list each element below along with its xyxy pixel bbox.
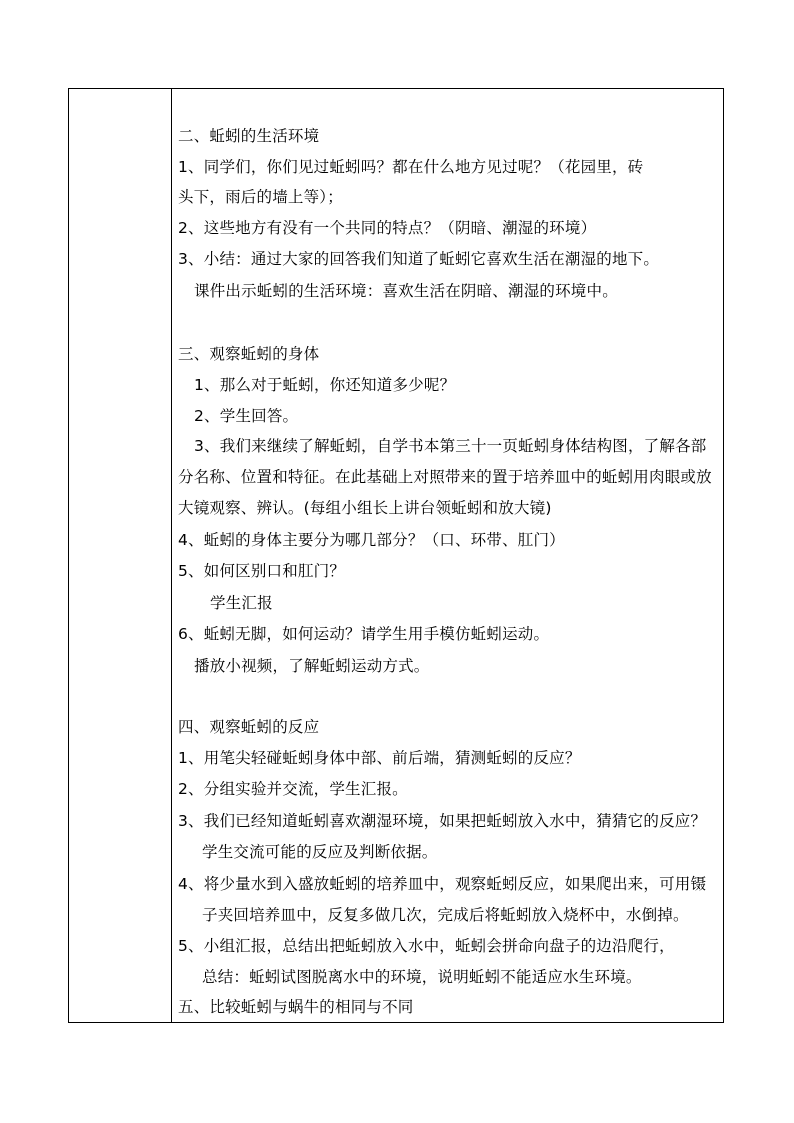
text-line: 2、这些地方有没有一个共同的特点？（阴暗、潮湿的环境）: [178, 219, 597, 237]
text-line: 总结：蚯蚓试图脱离水中的环境，说明蚯蚓不能适应水生环境。: [202, 968, 642, 986]
text-line: 4、蚯蚓的身体主要分为哪几部分？（口、环带、肛门）: [178, 531, 565, 549]
lesson-table: [68, 88, 724, 1023]
text-line: 4、将少量水到入盛放蚯蚓的培养皿中，观察蚯蚓反应，如果爬出来，可用镊: [178, 875, 707, 893]
text-line: 6、蚯蚓无脚，如何运动？请学生用手模仿蚯蚓运动。: [178, 625, 550, 643]
text-line: 播放小视频，了解蚯蚓运动方式。: [194, 657, 430, 675]
text-line: 5、如何区别口和肛门？: [178, 562, 346, 580]
text-line: 2、学生回答。: [194, 407, 299, 425]
text-line: 学生交流可能的反应及判断依据。: [202, 843, 438, 861]
text-line: 子夹回培养皿中，反复多做几次，完成后将蚯蚓放入烧杯中，水倒掉。: [202, 906, 689, 924]
left-column-cell: [69, 89, 172, 1022]
text-line: 2、分组实验并交流，学生汇报。: [178, 780, 408, 798]
text-line: 分名称、位置和特征。在此基础上对照带来的置于培养皿中的蚯蚓用肉眼或放: [178, 468, 712, 486]
section-heading-4: 四、观察蚯蚓的反应: [178, 718, 320, 736]
section-heading-3: 三、观察蚯蚓的身体: [178, 345, 320, 363]
text-line: 大镜观察、辨认。(每组小组长上讲台领蚯蚓和放大镜): [178, 499, 552, 517]
text-line: 1、那么对于蚯蚓，你还知道多少呢？: [194, 376, 456, 394]
text-line: 3、我们已经知道蚯蚓喜欢潮湿环境，如果把蚯蚓放入水中，猜猜它的反应？: [178, 812, 707, 830]
text-line: 3、我们来继续了解蚯蚓，自学书本第三十一页蚯蚓身体结构图，了解各部: [194, 437, 707, 455]
text-line: 3、小结：通过大家的回答我们知道了蚯蚓它喜欢生活在潮湿的地下。: [178, 250, 660, 268]
text-line: 1、同学们，你们见过蚯蚓吗？都在什么地方见过呢？（花园里，砖: [178, 158, 644, 176]
text-line: 头下，雨后的墙上等）；: [178, 188, 343, 206]
section-heading-5: 五、比较蚯蚓与蜗牛的相同与不同: [178, 998, 414, 1016]
section-heading-2: 二、蚯蚓的生活环境: [178, 127, 320, 145]
text-line: 5、小组汇报，总结出把蚯蚓放入水中，蚯蚓会拼命向盘子的边沿爬行，: [178, 937, 675, 955]
text-line: 1、用笔尖轻碰蚯蚓身体中部、前后端，猜测蚯蚓的反应？: [178, 749, 581, 767]
text-line: 课件出示蚯蚓的生活环境：喜欢生活在阴暗、潮湿的环境中。: [194, 282, 618, 300]
text-line: 学生汇报: [210, 594, 273, 612]
lesson-content-cell: [172, 89, 723, 1022]
